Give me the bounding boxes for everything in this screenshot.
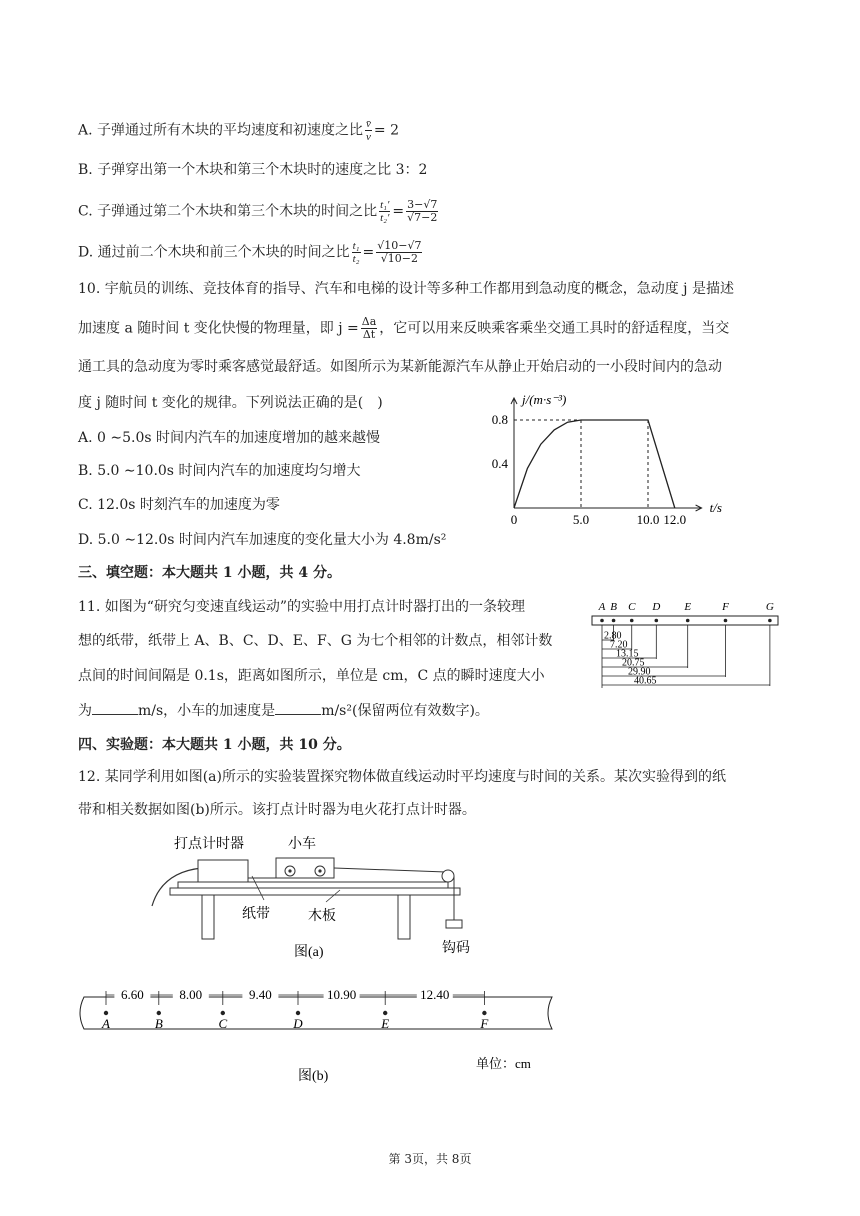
jerk-time-chart (470, 392, 740, 528)
x-tick-label: 10.0 (636, 512, 660, 527)
q12-line1: 12. 某同学利用如图(a)所示的实验装置探究物体做直线运动时平均速度与时间的关系。某次实验得到的纸 (78, 769, 726, 785)
label-board: 木板 (308, 909, 336, 924)
q11-line1: 11. 如图为“研究匀变速直线运动”的实验中用打点计时器打出的一条较理 (78, 599, 526, 615)
tape-point-label: A (102, 1016, 110, 1031)
q10-option-b: B. 5.0 ∼10.0s 时间内汽车的加速度均匀增大 (78, 463, 361, 479)
tape-dot (686, 619, 690, 623)
figure-b-caption: 图(b) (298, 1069, 329, 1084)
tape-dot (104, 1011, 108, 1015)
series-line (514, 420, 675, 508)
x-tick-label: 5.0 (572, 512, 590, 527)
answer-blank[interactable] (275, 700, 321, 715)
tape-point-label: B (610, 601, 617, 613)
label-cart: 小车 (288, 837, 316, 852)
fraction: $\frac{\text{t₁}}{\text{t₂}}$ (352, 240, 360, 265)
q10-stem-line1: 10. 宇航员的训练、竞技体育的指导、汽车和电梯的设计等多种工作都用到急动度的概念，急动度 j 是描述 (78, 281, 734, 297)
q10-stem-line4: 度 j 随时间 t 变化的规律。下列说法正确的是( ) (78, 395, 383, 411)
tape-dot (482, 1011, 486, 1015)
tape-dot (724, 619, 728, 623)
paper-tape (592, 616, 778, 625)
tape-distance-label: 6.60 (121, 987, 144, 1002)
section3-heading: 三、填空题：本大题共 1 小题，共 4 分。 (78, 565, 341, 581)
y-tick-label: 0.4 (491, 456, 508, 471)
tape-dot (600, 619, 604, 623)
q10-stem-line3: 通工具的急动度为零时乘客感觉最舒适。如图所示为某新能源汽车从静止开始启动的一小段时间内的急动 (78, 359, 722, 375)
q11-line3: 点间的时间间隔是 0.1s，距离如图所示，单位是 cm，C 点的瞬时速度大小 (78, 668, 545, 684)
answer-blank[interactable] (92, 700, 138, 715)
label-tape: 纸带 (242, 907, 270, 922)
q9-option-b: B. 子弹穿出第一个木块和第三个木块时的速度之比 3：2 (78, 162, 428, 178)
fraction: $\frac{\Delta a}{\Delta t}$ (361, 315, 377, 341)
tape-dot (612, 619, 616, 623)
label-weight: 钩码 (442, 941, 470, 956)
cart-body (276, 858, 334, 878)
y-axis-label: j/(m·s⁻³) (522, 392, 567, 407)
tape-point-label: E (381, 1016, 390, 1031)
q10-stem-line2: 加速度 a 随时间 t 变化快慢的物理量，即 j = $\frac{\Delta a}{\Delta t}$ ，它可以用来反映乘客乘坐交通工具时的舒适程度，当交 (78, 315, 730, 341)
fraction: $\frac{v̄}{v}$ (366, 118, 371, 143)
tape-point-label: B (154, 1016, 163, 1031)
x-tick-label: 0 (510, 512, 518, 527)
section4-heading: 四、实验题：本大题共 1 小题，共 10 分。 (78, 737, 351, 753)
pulley (442, 870, 454, 882)
q9-option-d: D. 通过前二个木块和前三个木块的时间之比 $\frac{\text{t₁}}{\text{t₂}}$ = $\frac{√10-√7}{√10-2}$ (78, 239, 422, 265)
q11-line4: 为 m/s，小车的加速度是 m/s²(保留两位有效数字)。 (78, 700, 489, 721)
tape-dot (768, 619, 772, 623)
tape-distance-label: 12.40 (420, 987, 450, 1002)
tape-point-label: G (765, 601, 774, 613)
tape-point-label: F (722, 601, 729, 613)
label-timer: 打点计时器 (174, 837, 244, 852)
unit-label: 单位：cm (476, 1056, 531, 1071)
tape-distance-label: 8.00 (179, 987, 203, 1002)
q9-option-a: A. 子弹通过所有木块的平均速度和初速度之比 $\frac{v̄}{v}$ = 2 (78, 118, 399, 143)
tape-dot (383, 1011, 387, 1015)
q10-option-a: A. 0 ∼5.0s 时间内汽车的加速度增加的越来越慢 (78, 430, 380, 446)
q10-option-c: C. 12.0s 时刻汽车的加速度为零 (78, 497, 280, 513)
fraction: $\frac{\text{t₁′}}{\text{t₂′}}$ (380, 199, 390, 224)
tape-distance-label: 29.90 (628, 666, 651, 678)
q11-line2: 想的纸带，纸带上 A、B、C、D、E、F、G 为七个相邻的计数点，相邻计数 (78, 633, 553, 649)
tape-dot (221, 1011, 225, 1015)
tape-distance-label: 7.20 (610, 639, 628, 651)
q12-line2: 带和相关数据如图(b)所示。该打点计时器为电火花打点计时器。 (78, 802, 476, 818)
x-tick-label: 12.0 (663, 512, 687, 527)
tape-point-label: E (684, 601, 692, 613)
tape-point-label: C (218, 1016, 228, 1031)
tape-dot (296, 1011, 300, 1015)
tape-distance-label: 40.65 (634, 675, 657, 687)
fraction: $\frac{√10-√7}{√10-2}$ (377, 239, 422, 265)
tape-dot (630, 619, 634, 623)
tape-distance-label: 10.90 (326, 987, 357, 1002)
tape-dot (157, 1011, 161, 1015)
q10-option-d: D. 5.0 ∼12.0s 时间内汽车加速度的变化量大小为 4.8m/s² (78, 532, 447, 548)
figure-b-tape (72, 983, 562, 1093)
weight-block (446, 920, 462, 928)
tape-point-label: D (652, 601, 661, 613)
figure-a-caption: 图(a) (294, 945, 324, 960)
page-footer: 第 3页，共 8页 (388, 1152, 472, 1166)
tape-distance-label: 20.75 (622, 657, 645, 669)
q11-tape-diagram (588, 592, 788, 692)
x-axis-label: t/s (709, 500, 722, 515)
tape-point-label: F (480, 1016, 489, 1031)
tape-point-label: D (293, 1016, 303, 1031)
q9-option-c: C. 子弹通过第二个木块和第三个木块的时间之比 $\frac{\text{t₁′}}{\text{t₂′}}$ = $\frac{3-√7}{√7-2}$ (78, 198, 438, 224)
tape-distance-label: 2.80 (604, 630, 622, 642)
figure-a-apparatus (140, 828, 510, 968)
y-tick-label: 0.8 (491, 412, 508, 427)
tape-distance-label: 9.40 (249, 987, 272, 1002)
tape-distance-label: 13.15 (616, 648, 639, 660)
tape-point-label: C (628, 601, 636, 613)
tape-point-label: A (598, 601, 606, 613)
fraction: $\frac{3-√7}{√7-2}$ (407, 198, 438, 224)
timer-box (198, 860, 248, 882)
tape-dot (655, 619, 659, 623)
